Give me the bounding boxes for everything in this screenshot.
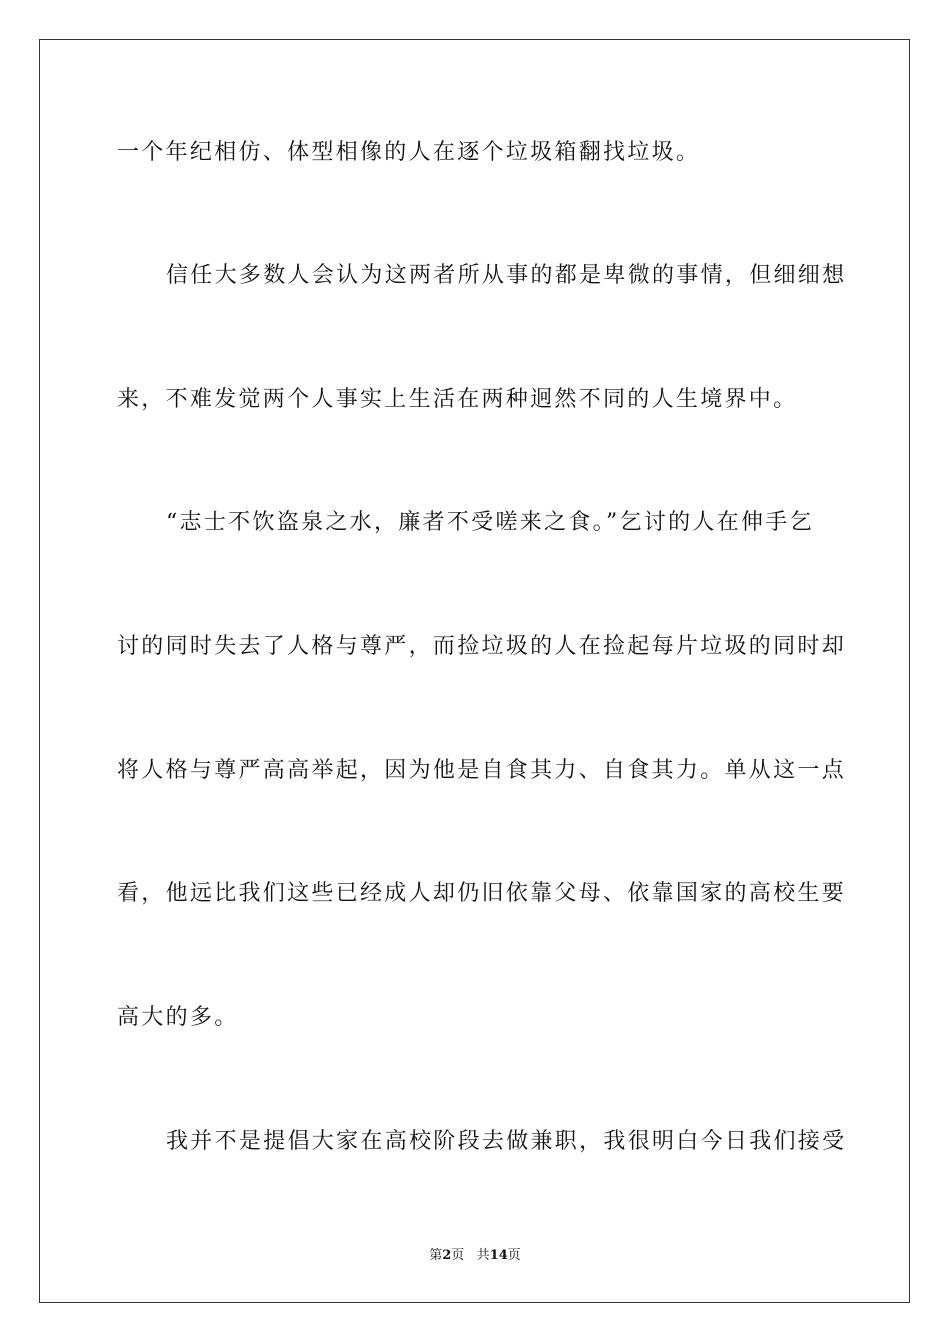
total-prefix: 共 — [476, 1248, 490, 1263]
text-line: 将人格与尊严高高举起，因为他是自食其力、自食其力。单从这一点 — [117, 758, 847, 783]
page-border — [39, 39, 910, 1303]
text-line: 高大的多。 — [117, 1005, 239, 1030]
paragraph-start-line: 信任大多数人会认为这两者所从事的都是卑微的事情，但细细想 — [166, 263, 847, 288]
total-suffix: 页 — [507, 1248, 521, 1263]
page-prefix: 第 — [429, 1248, 443, 1263]
paragraph-start-line: “志士不饮盗泉之水，廉者不受嗟来之食。”乞讨的人在伸手乞 — [166, 510, 814, 535]
page-footer — [0, 1247, 950, 1265]
text-line: 来，不难发觉两个人事实上生活在两种迥然不同的人生境界中。 — [117, 387, 798, 412]
paragraph-start-line: 我并不是提倡大家在高校阶段去做兼职，我很明白今日我们接受 — [166, 1129, 847, 1154]
text-line: 讨的同时失去了人格与尊严，而捡垃圾的人在捡起每片垃圾的同时却 — [117, 634, 847, 659]
text-line: 看，他远比我们这些已经成人却仍旧依靠父母、依靠国家的高校生要 — [117, 881, 847, 906]
total-pages: 14 — [489, 1248, 508, 1263]
text-line: 一个年纪相仿、体型相像的人在逐个垃圾箱翻找垃圾。 — [117, 140, 701, 165]
page-suffix: 页 — [451, 1248, 465, 1263]
page-number: 2 — [442, 1248, 452, 1263]
